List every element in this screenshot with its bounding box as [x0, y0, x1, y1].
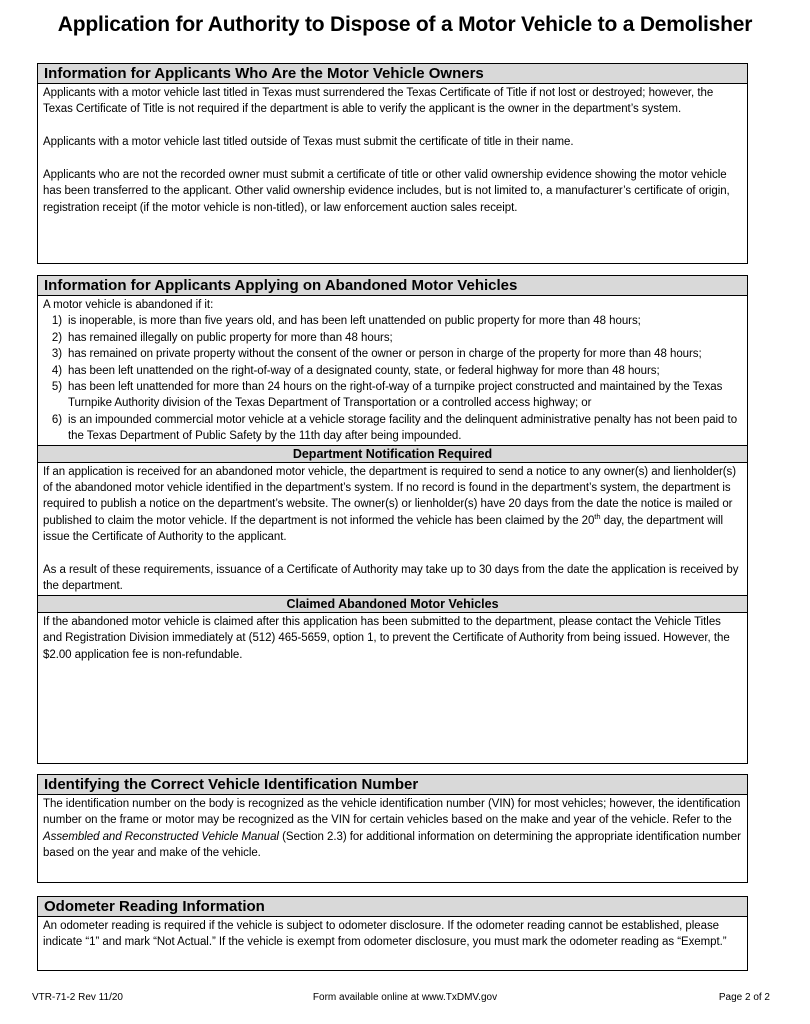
notification-paragraph-1: If an application is received for an abandoned motor vehicle, the department is required to send a notice to any owner(s) and lienholder(s) of the abandoned motor vehicle identified in the department’s system. If no record is found in the department’s system, the department is required to publish a notice on the department’s website. The owner(s) or lienholder(s) have 20 days from the date the notice is mailed or published to claim the motor vehicle. If the department is not informed the vehicle has been claimed by the 20th day, the department will issue the Certificate of Authority to the applicant.	[43, 465, 737, 544]
notification-body	[38, 463, 747, 595]
notification-subheading: Department Notification Required	[38, 445, 747, 463]
vin-section	[37, 774, 748, 883]
vin-paragraph: The identification number on the body is recognized as the vehicle identification number (VIN) for most vehicles; however, the identification number on the frame or motor may be recognized as the VIN for certain vehicles based on the make and year of the vehicle. Refer to the Assembled and Reconstructed Vehicle Manual (Section 2.3) for additional information on determining the appropriate identification number based on the year and make of the vehicle.	[43, 798, 741, 860]
owners-paragraph-2: Applicants with a motor vehicle last titled outside of Texas must submit the certificate of title in their name.	[43, 136, 574, 149]
owners-paragraph-1: Applicants with a motor vehicle last titled in Texas must surrendered the Texas Certificate of Title if not lost or destroyed; however, the Texas Certificate of Title is not required if the department is able to verify the applicant is the owner in the department’s system.	[43, 87, 714, 116]
owners-section-heading: Information for Applicants Who Are the Motor Vehicle Owners	[38, 64, 747, 84]
abandoned-section	[37, 275, 748, 764]
document-title: Application for Authority to Dispose of a Motor Vehicle to a Demolisher	[57, 13, 753, 36]
owners-section-body	[38, 84, 747, 216]
abandoned-criteria-list	[43, 313, 742, 444]
claimed-body	[38, 613, 747, 663]
vin-section-heading: Identifying the Correct Vehicle Identification Number	[38, 775, 747, 795]
odometer-section-body	[38, 917, 747, 951]
abandoned-criteria	[38, 296, 747, 445]
list-item: 5) has been left unattended for more than 24 hours on the right-of-way of a turnpike project constructed and maintained by the Texas Turnpike Authority division of the Texas Department of Transportation or a controlled access highway; or	[51, 381, 723, 410]
odometer-paragraph: An odometer reading is required if the vehicle is subject to odometer disclosure. If the odometer reading cannot be established, please indicate “1” and mark “Not Actual.” If the vehicle is exempt from odometer disclosure, you must mark the odometer reading as “Exempt.”	[43, 920, 727, 949]
owners-paragraph-3: Applicants who are not the recorded owner must submit a certificate of title or other valid ownership evidence showing the motor vehicle has been transferred to the applicant. Other valid ownership evidence includes, but is not limited to, a manufacturer’s certificate of origin, registration receipt (if the motor vehicle is non-titled), or law enforcement auction sales receipt.	[43, 169, 730, 214]
claimed-paragraph: If the abandoned motor vehicle is claimed after this application has been submitted to the department, please contact the Vehicle Titles and Registration Division immediately at (512) 465-5659, option 1, to prevent the Certificate of Authority from being issued. However, the $2.00 application fee is non-refundable.	[43, 615, 730, 661]
odometer-section	[37, 896, 748, 971]
abandoned-section-heading: Information for Applicants Applying on Abandoned Motor Vehicles	[38, 276, 747, 296]
vin-section-body	[38, 795, 747, 862]
notification-paragraph-2: As a result of these requirements, issuance of a Certificate of Authority may take up to 30 days from the date the application is received by the department.	[43, 564, 739, 593]
list-item: 3) has remained on private property without the consent of the owner or person in charge of the property for more than 48 hours;	[51, 348, 702, 361]
list-item: 4) has been left unattended on the right-of-way of a designated county, state, or federal highway for more than 48 hours;	[51, 364, 660, 377]
footer-page-number: Page 2 of 2	[718, 992, 770, 1003]
list-item: 2) has remained illegally on public property for more than 48 hours;	[51, 331, 393, 344]
footer-form-id: VTR-71-2 Rev 11/20	[32, 992, 123, 1003]
odometer-section-heading: Odometer Reading Information	[38, 897, 747, 917]
owners-section	[37, 63, 748, 264]
abandoned-intro: A motor vehicle is abandoned if it:	[43, 299, 214, 311]
list-item: 1) is inoperable, is more than five years old, and has been left unattended on public property for more than 48 hours;	[51, 315, 641, 328]
list-item: 6) is an impounded commercial motor vehicle at a vehicle storage facility and the delinquent administrative penalty has not been paid to the Texas Department of Public Safety by the 11th day after being impounded.	[51, 413, 738, 443]
footer-online-link[interactable]: Form available online at www.TxDMV.gov	[312, 992, 498, 1003]
claimed-subheading: Claimed Abandoned Motor Vehicles	[38, 595, 747, 613]
